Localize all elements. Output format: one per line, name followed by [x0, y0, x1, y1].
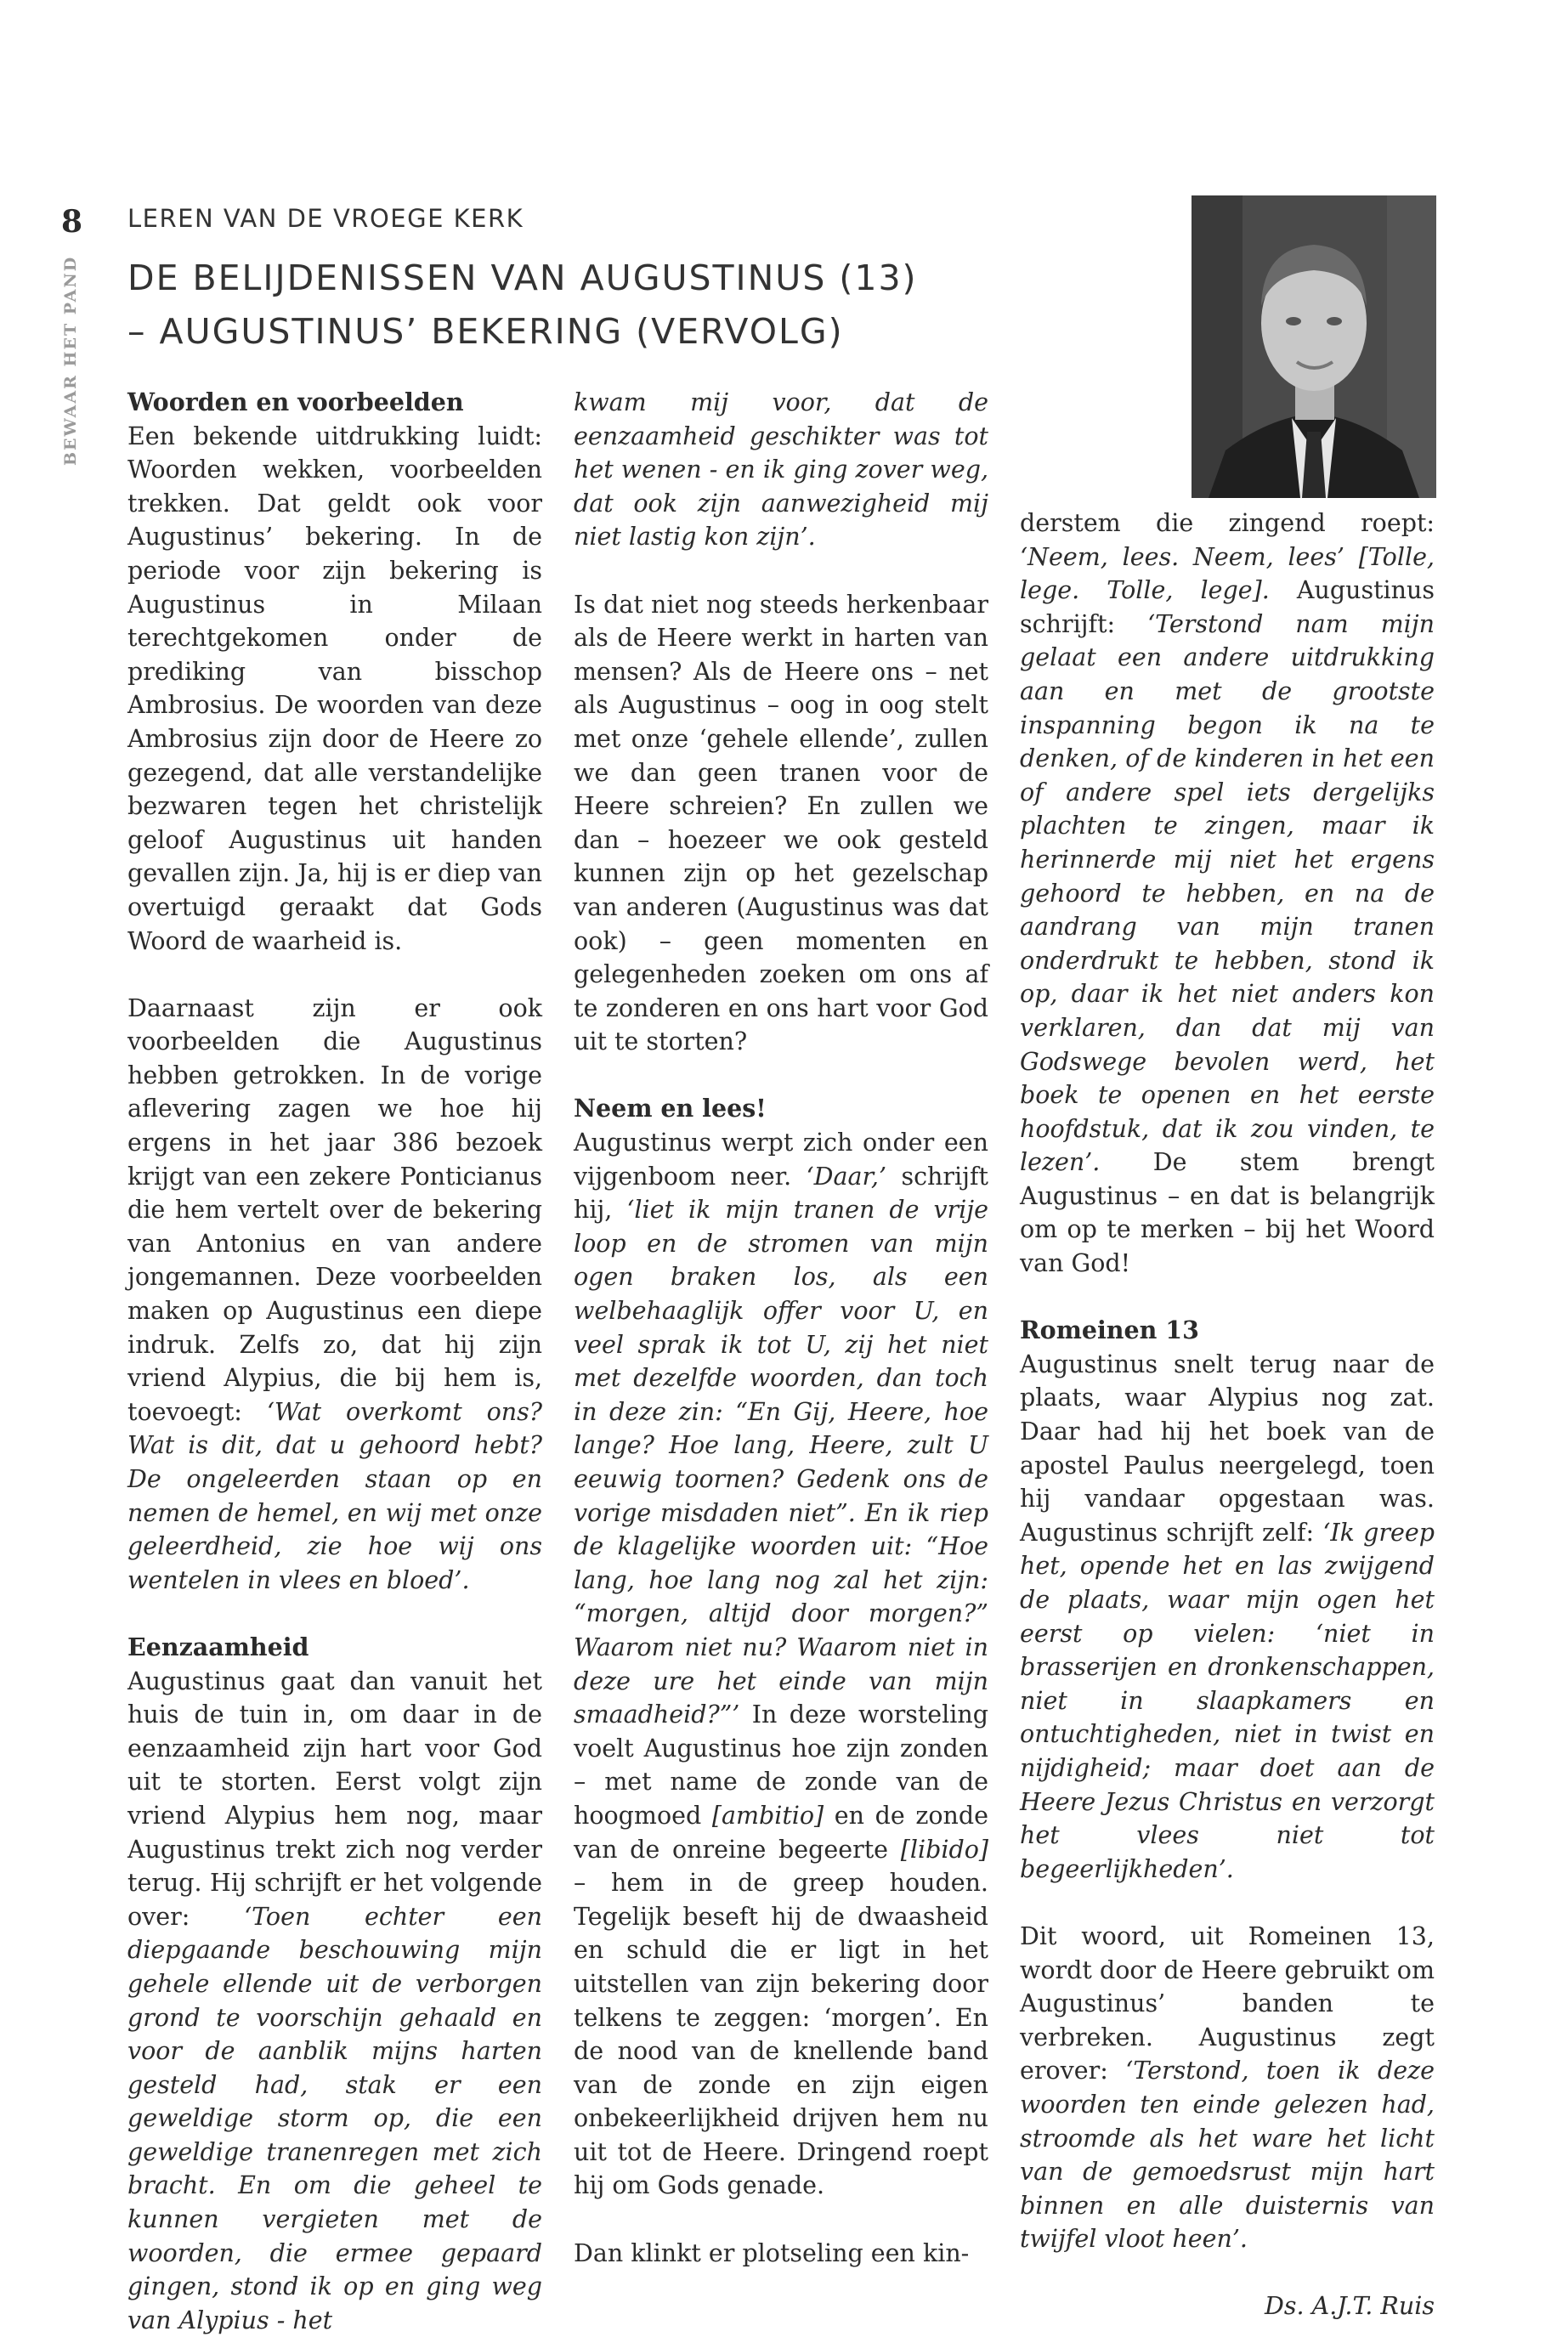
- author-signature: Ds. A.J.T. Ruis: [1264, 2292, 1435, 2321]
- paragraph-text: De stem brengt Augustinus – en dat is belangrijk om op te merken – bij het Woord van God!: [1020, 1148, 1435, 1278]
- article-column-3: [1020, 506, 1435, 2323]
- paragraph-text: Daarnaast zijn er ook voorbeelden die Augustinus hebben getrokken. In de vorige aflevering zagen we hoe hij ergens in het jaar 386 bezoek krijgt van een zekere Ponticianus die hem vertelt over de bekering van Antonius en van andere jongemannen. Deze voorbeelden maken op Augustinus een diepe indruk. Zelfs zo, dat hij zijn vriend Alypius, die bij hem is, toevoegt:: [127, 993, 542, 1426]
- paragraph-text: schrijft hij,: [574, 1162, 988, 1225]
- page-number: 8: [61, 204, 83, 240]
- paragraph-text: Augustinus gaat dan vanuit het huis de tuin in, om daar in de eenzaamheid zijn hart voor God uit te storten. Eerst volgt zijn vriend Alypius hem nog, maar Augustinus trekt zich nog verder terug. Hij schrijft er het volgende over:: [127, 1666, 542, 1931]
- spacer: [1020, 1281, 1435, 1315]
- paragraph-text: Augustinus schrijft:: [1020, 576, 1435, 638]
- quote-text: ‘Neem, lees. Neem, lees’ [Tolle, lege. Tolle, lege].: [1020, 542, 1435, 605]
- quote-text: ‘Daar,’: [806, 1162, 887, 1191]
- paragraph-text: derstem die zingend roept:: [1020, 509, 1435, 537]
- paragraph: Dan klinkt er plotseling een kin-: [574, 2238, 970, 2267]
- author-photo: [1192, 195, 1436, 498]
- paragraph-text: In deze worsteling voelt Augustinus hoe zijn zonden – met name de zonde van de hoogmoed: [574, 1700, 988, 1830]
- paragraph-text: en de zonde van de onreine begeerte: [574, 1801, 988, 1864]
- paragraph: [1020, 506, 1435, 1281]
- publication-side-label: BEWAAR HET PAND: [61, 255, 80, 466]
- quote-text: ‘Toen echter een diepgaande beschouwing mijn gehele ellende uit de verborgen grond te voorschijn gehaald en voor de aanblik mijns harten gesteld had, stak er een geweldige storm op, die een geweldige tranenregen met zich bracht. En om die geheel te kunnen vergieten met de woorden, die ermee gepaard gingen, stond ik op en ging weg van Alypius - het: [127, 1902, 542, 2334]
- quote-text: ‘liet ik mijn tranen de vrije loop en de stromen van mijn ogen braken los, als een welbehaaglijk offer voor U, en veel sprak ik tot U, zij het niet met dezelfde woorden, dan toch in deze zin: “En Gij, Heere, hoe lange? Hoe lang, Heere, zult U eeuwig toornen? Gedenk ons de vorige misdaden niet”. En ik riep de klagelijke woorden uit: “Hoe lang, hoe lang nog zal het zijn: “morgen, altijd door morgen?” Waarom niet nu? Waarom niet in deze ure het einde van mijn smaadheid?”’: [574, 1196, 988, 1729]
- article-title: [127, 252, 1147, 359]
- paragraph: [574, 386, 988, 554]
- spacer: [574, 1059, 988, 1093]
- paragraph-text: – hem in de greep houden. Tegelijk beseft hij de dwaasheid en schuld die er ligt in het uitstellen van zijn bekering door telkens te zeggen: ‘morgen’. En de nood van de knellende band van de zonde en zijn eigen onbekeerlijkheid drijven hem nu uit tot de Heere. Dringend roept hij om Gods genade.: [574, 1869, 988, 2200]
- article-title-line-1: DE BELIJDENISSEN VAN AUGUSTINUS (13): [127, 257, 918, 298]
- section-kicker: LEREN VAN DE VROEGE KERK: [127, 204, 524, 233]
- quote-text: ‘Terstond nam mijn gelaat een andere uitdrukking aan en met de grootste inspanning begon ik na te denken, of de kinderen in het een of andere spel iets dergelijks plachten te zingen, maar ik herinnerde mij niet het ergens gehoord te hebben, en na de aandrang van mijn tranen onderdrukt te hebben, stond ik op, daar ik het niet anders kon verklaren, dan dat mij van Godswege bevolen werd, het boek te openen en het eerste hoofdstuk, dat ik zou vinden, te lezen’.: [1020, 609, 1435, 1177]
- paragraph: [1020, 1920, 1435, 2256]
- paragraph-text: Augustinus snelt terug naar de plaats, waar Alypius nog zat. Daar had hij het boek van de apostel Paulus neergelegd, toen hij vandaar opgestaan was. Augustinus schrijft zelf:: [1020, 1350, 1435, 1547]
- section-heading-neem-en-lees: Neem en lees!: [574, 1094, 767, 1123]
- spacer: [127, 1597, 542, 1631]
- latin-term: [libido]: [900, 1835, 988, 1864]
- author-portrait-image: [1192, 195, 1436, 498]
- article-column-2: [574, 386, 988, 2270]
- latin-term: [ambitio]: [711, 1801, 824, 1830]
- section-heading-eenzaamheid: Eenzaamheid: [127, 1632, 309, 1661]
- paragraph-text: Dit woord, uit Romeinen 13, wordt door de Heere gebruikt om Augustinus’ banden te verbreken. Augustinus zegt erover:: [1020, 1921, 1435, 2085]
- paragraph: Een bekende uitdrukking luidt: Woorden wekken, voorbeelden trekken. Dat geldt ook voor Augustinus’ bekering. In de periode voor zijn bekering is Augustinus in Milaan terechtgekomen onder de prediking van bisschop Ambrosius. De woorden van deze Ambrosius zijn door de Heere zo gezegend, dat alle verstandelijke bezwaren tegen het christelijk geloof Augustinus uit handen gevallen zijn. Ja, hij is er diep van overtuigd geraakt dat Gods Woord de waarheid is.: [127, 422, 542, 955]
- paragraph: [127, 992, 542, 1598]
- paragraph: [1020, 1348, 1435, 1887]
- quote-text: kwam mij voor, dat de eenzaamheid geschikter was tot het wenen - en ik ging zover weg, dat ook zijn aanwezigheid mij niet lastig kon zijn’.: [574, 388, 988, 552]
- quote-text: ‘Terstond, toen ik deze woorden ten einde gelezen had, stroomde als het ware het licht van de gemoedsrust mijn hart binnen en alle duisternis van twijfel vloot heen’.: [1020, 2057, 1435, 2254]
- article-column-1: [127, 386, 542, 2337]
- section-heading-romeinen-13: Romeinen 13: [1020, 1316, 1199, 1345]
- paragraph: Is dat niet nog steeds herkenbaar als de Heere werkt in harten van mensen? Als de Heere ons – net als Augustinus – oog in oog stelt met onze ‘gehele ellende’, zullen we dan geen tranen voor de Heere schreien? En zullen we dan – hoezeer we ook gesteld kunnen zijn op het gezelschap van anderen (Augustinus was dat ook) – geen momenten en gelegenheden zoeken om ons af te zonderen en ons hart voor God uit te storten?: [574, 590, 988, 1056]
- paragraph-text: Augustinus werpt zich onder een vijgenboom neer.: [574, 1129, 988, 1191]
- section-heading-woorden: Woorden en voorbeelden: [127, 388, 464, 416]
- quote-text: ‘Ik greep het, opende het en las zwijgend de plaats, waar mijn ogen het eerst op vielen: ‘niet in brasserijen en dronkenschappen, niet in slaapkamers en ontuchtigheden, niet in twist en nijdigheid; maar doet aan de Heere Jezus Christus en verzorgt het vlees niet tot begeerlijkheden’.: [1020, 1518, 1435, 1883]
- paragraph: [127, 1665, 542, 2337]
- quote-text: ‘Wat overkomt ons? Wat is dit, dat u gehoord hebt? De ongeleerden staan op en nemen de hemel, en wij met onze geleerdheid, zie hoe wij ons wentelen in vlees en bloed’.: [127, 1397, 543, 1594]
- paragraph: [574, 1126, 988, 2203]
- article-title-line-2: – AUGUSTINUS’ BEKERING (VERVOLG): [127, 311, 844, 352]
